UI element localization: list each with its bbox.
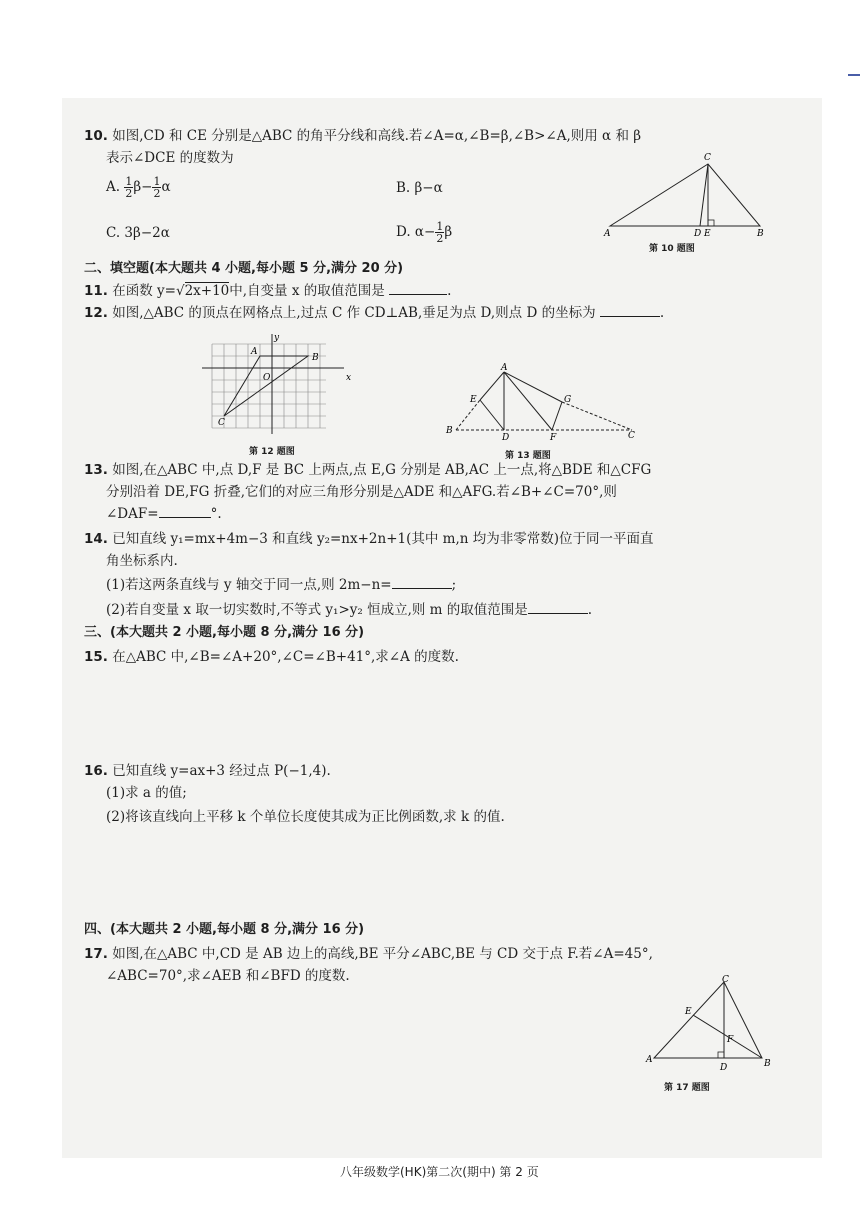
q11-answer-blank[interactable] [389,294,447,295]
q10-option-d[interactable]: D. α− $\frac{1}{2}$ β [396,220,453,245]
q10-figure-caption: 第 10 题图 [649,244,695,254]
svg-text:B: B [757,229,764,238]
svg-text:C: C [704,153,711,163]
q14-part2-blank[interactable] [528,613,588,614]
q10-option-b[interactable]: B. β−α [396,180,443,196]
q10-number: 10. [84,128,108,144]
q16-part2: (2)将该直线向上平移 k 个单位长度使其成为正比例函数,求 k 的值. [106,809,505,825]
page-footer: 八年级数学(HK)第二次(期中) 第 2 页 [340,1165,539,1179]
q14-line2: 角坐标系内. [106,553,178,569]
svg-text:B: B [446,426,453,436]
svg-text:C: C [722,975,729,985]
section3-heading: 三、(本大题共 2 小题,每小题 8 分,满分 16 分) [84,625,365,640]
svg-text:A: A [604,229,611,238]
q15-answer-area[interactable] [100,672,780,752]
q10-stem-text1: 如图,CD 和 CE 分别是△ABC 的角平分线和高线.若∠A=α,∠B=β,∠B>∠A,则用 α 和 β [112,128,642,144]
q16-line: 16. 已知直线 y=ax+3 经过点 P(−1,4). [84,763,331,779]
svg-text:E: E [470,395,477,405]
q16-part1: (1)求 a 的值; [106,785,187,801]
section4-heading: 四、(本大题共 2 小题,每小题 8 分,满分 16 分) [84,922,365,937]
svg-text:E: E [685,1007,692,1017]
edge-mark [848,74,860,76]
q12-figure [198,330,358,436]
q15-line: 15. 在△ABC 中,∠B=∠A+20°,∠C=∠B+41°,求∠A 的度数. [84,649,459,665]
q17-figure [644,974,784,1074]
svg-text:y: y [274,333,280,343]
q13-line2: 分别沿着 DE,FG 折叠,它们的对应三角形分别是△ADE 和△AFG.若∠B+∠C=70°,则 [106,484,617,500]
svg-text:D: D [502,433,510,442]
q11-sqrt-body: 2x+10 [184,283,230,299]
q10-figure [600,148,770,238]
svg-text:D: D [694,229,702,238]
q14-part1: (1)若这两条直线与 y 轴交于同一点,则 2m−n= ; [106,577,457,593]
q12-answer-blank[interactable] [600,316,660,317]
q13-line3: ∠DAF= °. [106,506,222,522]
svg-text:B: B [312,353,319,363]
section2-heading: 二、填空题(本大题共 4 小题,每小题 5 分,满分 20 分) [84,261,404,276]
q17-line2: ∠ABC=70°,求∠AEB 和∠BFD 的度数. [106,968,350,984]
q17-figure-caption: 第 17 题图 [664,1083,710,1093]
svg-text:G: G [564,395,572,405]
q14-line1: 14. 已知直线 y₁=mx+4m−3 和直线 y₂=nx+2n+1(其中 m,n 均为非零常数)位于同一平面直 [84,531,654,547]
q17-answer-area[interactable] [100,990,640,1100]
q10-option-a[interactable]: A. $\frac{1}{2}$ β− $\frac{1}{2}$ α [106,175,171,200]
q14-part2: (2)若自变量 x 取一切实数时,不等式 y₁>y₂ 恒成立,则 m 的取值范围是 . [106,602,593,618]
q12-figure-caption: 第 12 题图 [249,447,295,457]
q17-line1: 17. 如图,在△ABC 中,CD 是 AB 边上的高线,BE 平分∠ABC,BE 与 CD 交于点 F.若∠A=45°, [84,946,653,962]
svg-text:C: C [218,418,225,428]
svg-text:O: O [263,373,271,383]
q11-line: 11. 在函数 y=√2x+10中,自变量 x 的取值范围是 . [84,283,452,299]
q13-answer-blank[interactable] [159,517,211,518]
svg-text:A: A [501,363,508,373]
q13-figure-caption: 第 13 题图 [505,451,551,461]
q12-line: 12. 如图,△ABC 的顶点在网格点上,过点 C 作 CD⊥AB,垂足为点 D,则点 D 的坐标为 . [84,305,665,321]
q10-stem-line2: 表示∠DCE 的度数为 [106,150,234,166]
svg-text:A: A [646,1055,653,1065]
svg-text:E: E [704,229,711,238]
svg-text:A: A [251,347,258,357]
svg-text:F: F [727,1035,734,1045]
svg-text:C: C [628,431,635,441]
q10-option-c[interactable]: C. 3β−2α [106,225,170,241]
svg-text:D: D [720,1063,728,1073]
svg-text:B: B [764,1059,771,1069]
q13-line1: 13. 如图,在△ABC 中,点 D,F 是 BC 上两点,点 E,G 分别是 AB,AC 上一点,将△BDE 和△CFG [84,462,652,478]
svg-text:x: x [346,373,352,383]
q10-stem-line1 [84,127,641,145]
q14-part1-blank[interactable] [392,588,452,589]
svg-text:F: F [550,433,557,442]
q13-figure [444,362,644,442]
q16-answer-area[interactable] [100,832,780,912]
